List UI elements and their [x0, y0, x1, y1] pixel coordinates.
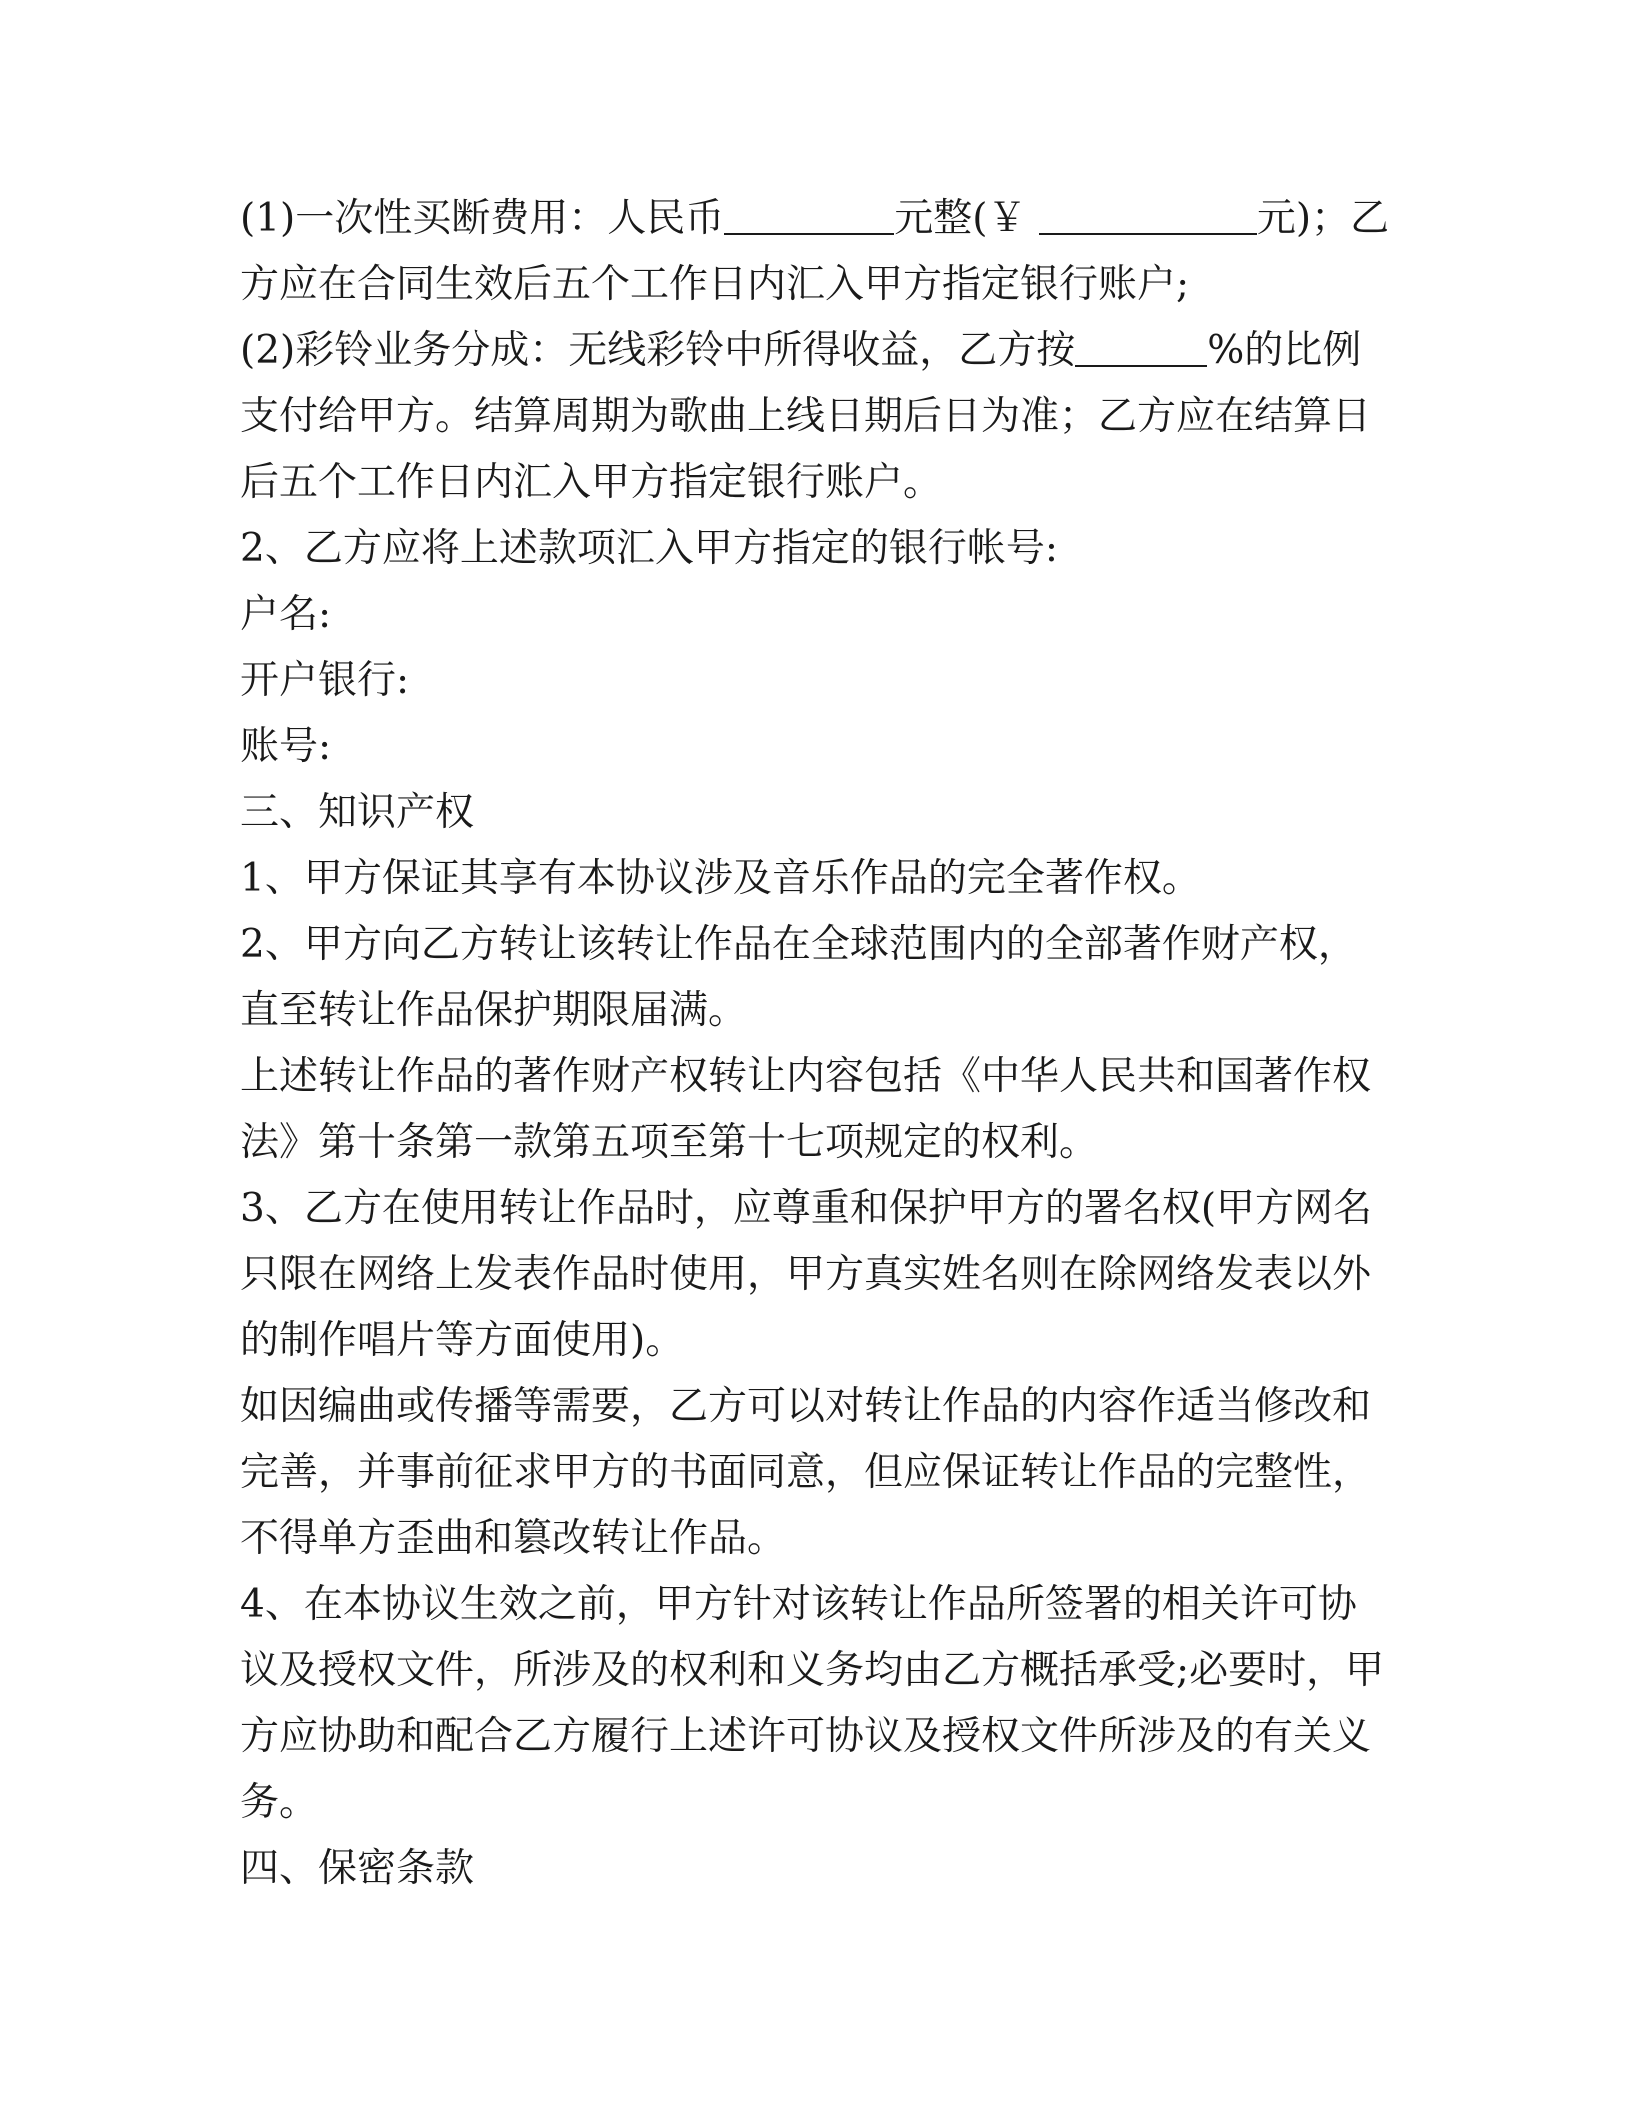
ringtone-share-text-b: %的比例支付给甲方。结算周期为歌曲上线日期后日为准；乙方应在结算日后五个工作日内汇入甲方指定银行账户。 — [240, 328, 1372, 505]
yuan-amount-blank[interactable] — [1039, 193, 1257, 235]
payment-lump-sum-text-b: 元整(￥ — [894, 196, 1027, 241]
ringtone-share-text-a: (2)彩铃业务分成：无线彩铃中所得收益，乙方按 — [240, 328, 1076, 373]
account-number-line: 账号: — [240, 724, 332, 769]
ip-clause-3-detail: 如因编曲或传播等需要，乙方可以对转让作品的内容作适当修改和完善，并事前征求甲方的书面同意，但应保证转让作品的完整性，不得单方歪曲和篡改转让作品。 — [240, 1384, 1372, 1561]
ip-clause-4: 4、在本协议生效之前，甲方针对该转让作品所签署的相关许可协议及授权文件，所涉及的权利和义务均由乙方概括承受;必要时，甲方应协助和配合乙方履行上述许可协议及授权文件所涉及的有关义务。 — [240, 1582, 1385, 1825]
payment-lump-sum-text-c: 元)；乙方应在合同生效后五个工作日内汇入甲方指定银行账户; — [240, 196, 1390, 307]
account-name-line: 户名: — [240, 592, 332, 637]
ringtone-share-paragraph — [240, 318, 1390, 516]
payment-lump-sum-paragraph — [240, 186, 1390, 318]
ip-clause-2-detail: 上述转让作品的著作财产权转让内容包括《中华人民共和国著作权法》第十条第一款第五项至第十七项规定的权利。 — [240, 1054, 1372, 1165]
payment-lump-sum-text-a: (1)一次性买断费用：人民币 — [240, 196, 725, 241]
section-heading-confidentiality: 四、保密条款 — [240, 1846, 475, 1891]
ip-clause-3: 3、乙方在使用转让作品时，应尊重和保护甲方的署名权(甲方网名只限在网络上发表作品时使用，甲方真实姓名则在除网络发表以外的制作唱片等方面使用)。 — [240, 1186, 1373, 1363]
rmb-amount-blank[interactable] — [724, 193, 894, 235]
ip-clause-1: 1、甲方保证其享有本协议涉及音乐作品的完全著作权。 — [240, 856, 1201, 901]
percentage-blank[interactable] — [1075, 325, 1207, 367]
document-body — [240, 186, 1390, 1902]
bank-name-line: 开户银行: — [240, 658, 410, 703]
section-heading-ip: 三、知识产权 — [240, 790, 475, 835]
bank-account-intro: 2、乙方应将上述款项汇入甲方指定的银行帐号: — [240, 526, 1058, 571]
ip-clause-2: 2、甲方向乙方转让该转让作品在全球范围内的全部著作财产权，直至转让作品保护期限届满。 — [240, 922, 1357, 1033]
